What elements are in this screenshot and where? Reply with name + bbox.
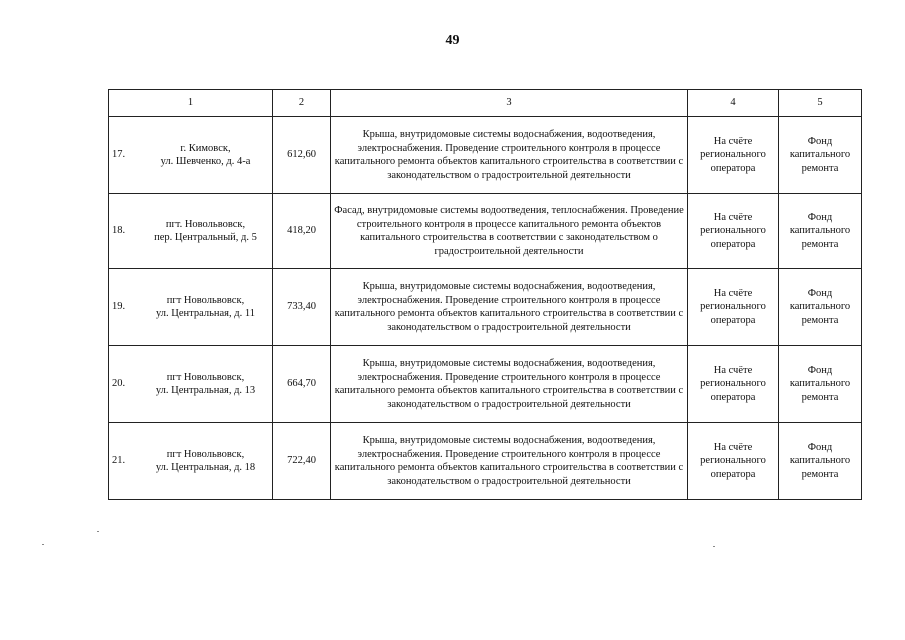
table-header-row: [109, 90, 862, 117]
account-cell: На счёте регионального оператора: [688, 117, 779, 194]
description-cell: Фасад, внутридомовые системы водоотведения, теплоснабжения. Проведение строительного контроля в процессе капитального ремонта объектов капитального строительства в соответствии с законодательством о градостроительной деятельности: [331, 194, 688, 269]
description-cell: Крыша, внутридомовые системы водоснабжения, водоотведения, электроснабжения. Проведение строительного контроля в процессе капитального ремонта объектов капитального строительства в соответствии с законодательством о градостроительной деятельности: [331, 423, 688, 500]
address-line-2: ул. Центральная, д. 13: [155, 385, 256, 396]
table-row: [109, 346, 862, 423]
account-cell: На счёте регионального оператора: [688, 346, 779, 423]
page-number: 49: [445, 33, 460, 48]
area-cell: 722,40: [273, 423, 331, 500]
address-cell: [109, 269, 273, 346]
address: [142, 448, 269, 475]
account-cell: На счёте регионального оператора: [688, 423, 779, 500]
address-cell: [109, 117, 273, 194]
address-line-2: ул. Центральная, д. 11: [156, 308, 255, 319]
column-header-2: 2: [273, 90, 331, 117]
address-line-1: пгт. Новольвовск,: [165, 218, 246, 230]
table-row: [109, 117, 862, 194]
account-cell: На счёте регионального оператора: [688, 269, 779, 346]
table-row: [109, 423, 862, 500]
address-line-2: ул. Шевченко, д. 4-а: [160, 156, 251, 167]
row-number: 19.: [112, 301, 126, 313]
area-cell: 664,70: [273, 346, 331, 423]
scan-speck: [97, 531, 99, 532]
address-line-1: пгт Новольвовск,: [166, 371, 245, 383]
address-line-2: ул. Центральная, д. 18: [155, 462, 256, 473]
fund-cell: Фонд капитального ремонта: [779, 269, 862, 346]
description-cell: Крыша, внутридомовые системы водоснабжения, водоотведения, электроснабжения. Проведение строительного контроля в процессе капитального ремонта объектов капитального строительства в соответствии с законодательством о градостроительной деятельности: [331, 117, 688, 194]
column-header-4: 4: [688, 90, 779, 117]
account-cell: На счёте регионального оператора: [688, 194, 779, 269]
address-line-1: пгт Новольвовск,: [166, 448, 245, 460]
description-cell: Крыша, внутридомовые системы водоснабжения, водоотведения, электроснабжения. Проведение строительного контроля в процессе капитального ремонта объектов капитального строительства в соответствии с законодательством о градостроительной деятельности: [331, 346, 688, 423]
table-row: [109, 269, 862, 346]
table-row: [109, 194, 862, 269]
scan-speck: [713, 546, 715, 547]
address-line-1: пгт Новольвовск,: [166, 294, 245, 306]
address-cell: [109, 194, 273, 269]
row-number: 20.: [112, 378, 126, 390]
row-number: 21.: [112, 455, 126, 467]
row-number: 17.: [112, 149, 126, 161]
column-header-3: 3: [331, 90, 688, 117]
address-cell: [109, 346, 273, 423]
address-line-1: г. Кимовск,: [180, 142, 231, 154]
area-cell: 733,40: [273, 269, 331, 346]
description-cell: Крыша, внутридомовые системы водоснабжения, водоотведения, электроснабжения. Проведение строительного контроля в процессе капитального ремонта объектов капитального строительства в соответствии с законодательством о градостроительной деятельности: [331, 269, 688, 346]
address: [142, 218, 269, 245]
address: [142, 371, 269, 398]
fund-cell: Фонд капитального ремонта: [779, 117, 862, 194]
fund-cell: Фонд капитального ремонта: [779, 423, 862, 500]
address: [142, 294, 269, 321]
fund-cell: Фонд капитального ремонта: [779, 346, 862, 423]
address-line-2: пер. Центральный, д. 5: [154, 232, 257, 243]
address: [142, 142, 269, 169]
repair-works-table: [108, 89, 862, 500]
column-header-1: 1: [109, 90, 273, 117]
scan-speck: [42, 544, 44, 545]
fund-cell: Фонд капитального ремонта: [779, 194, 862, 269]
address-cell: [109, 423, 273, 500]
row-number: 18.: [112, 225, 126, 237]
column-header-5: 5: [779, 90, 862, 117]
area-cell: 612,60: [273, 117, 331, 194]
area-cell: 418,20: [273, 194, 331, 269]
